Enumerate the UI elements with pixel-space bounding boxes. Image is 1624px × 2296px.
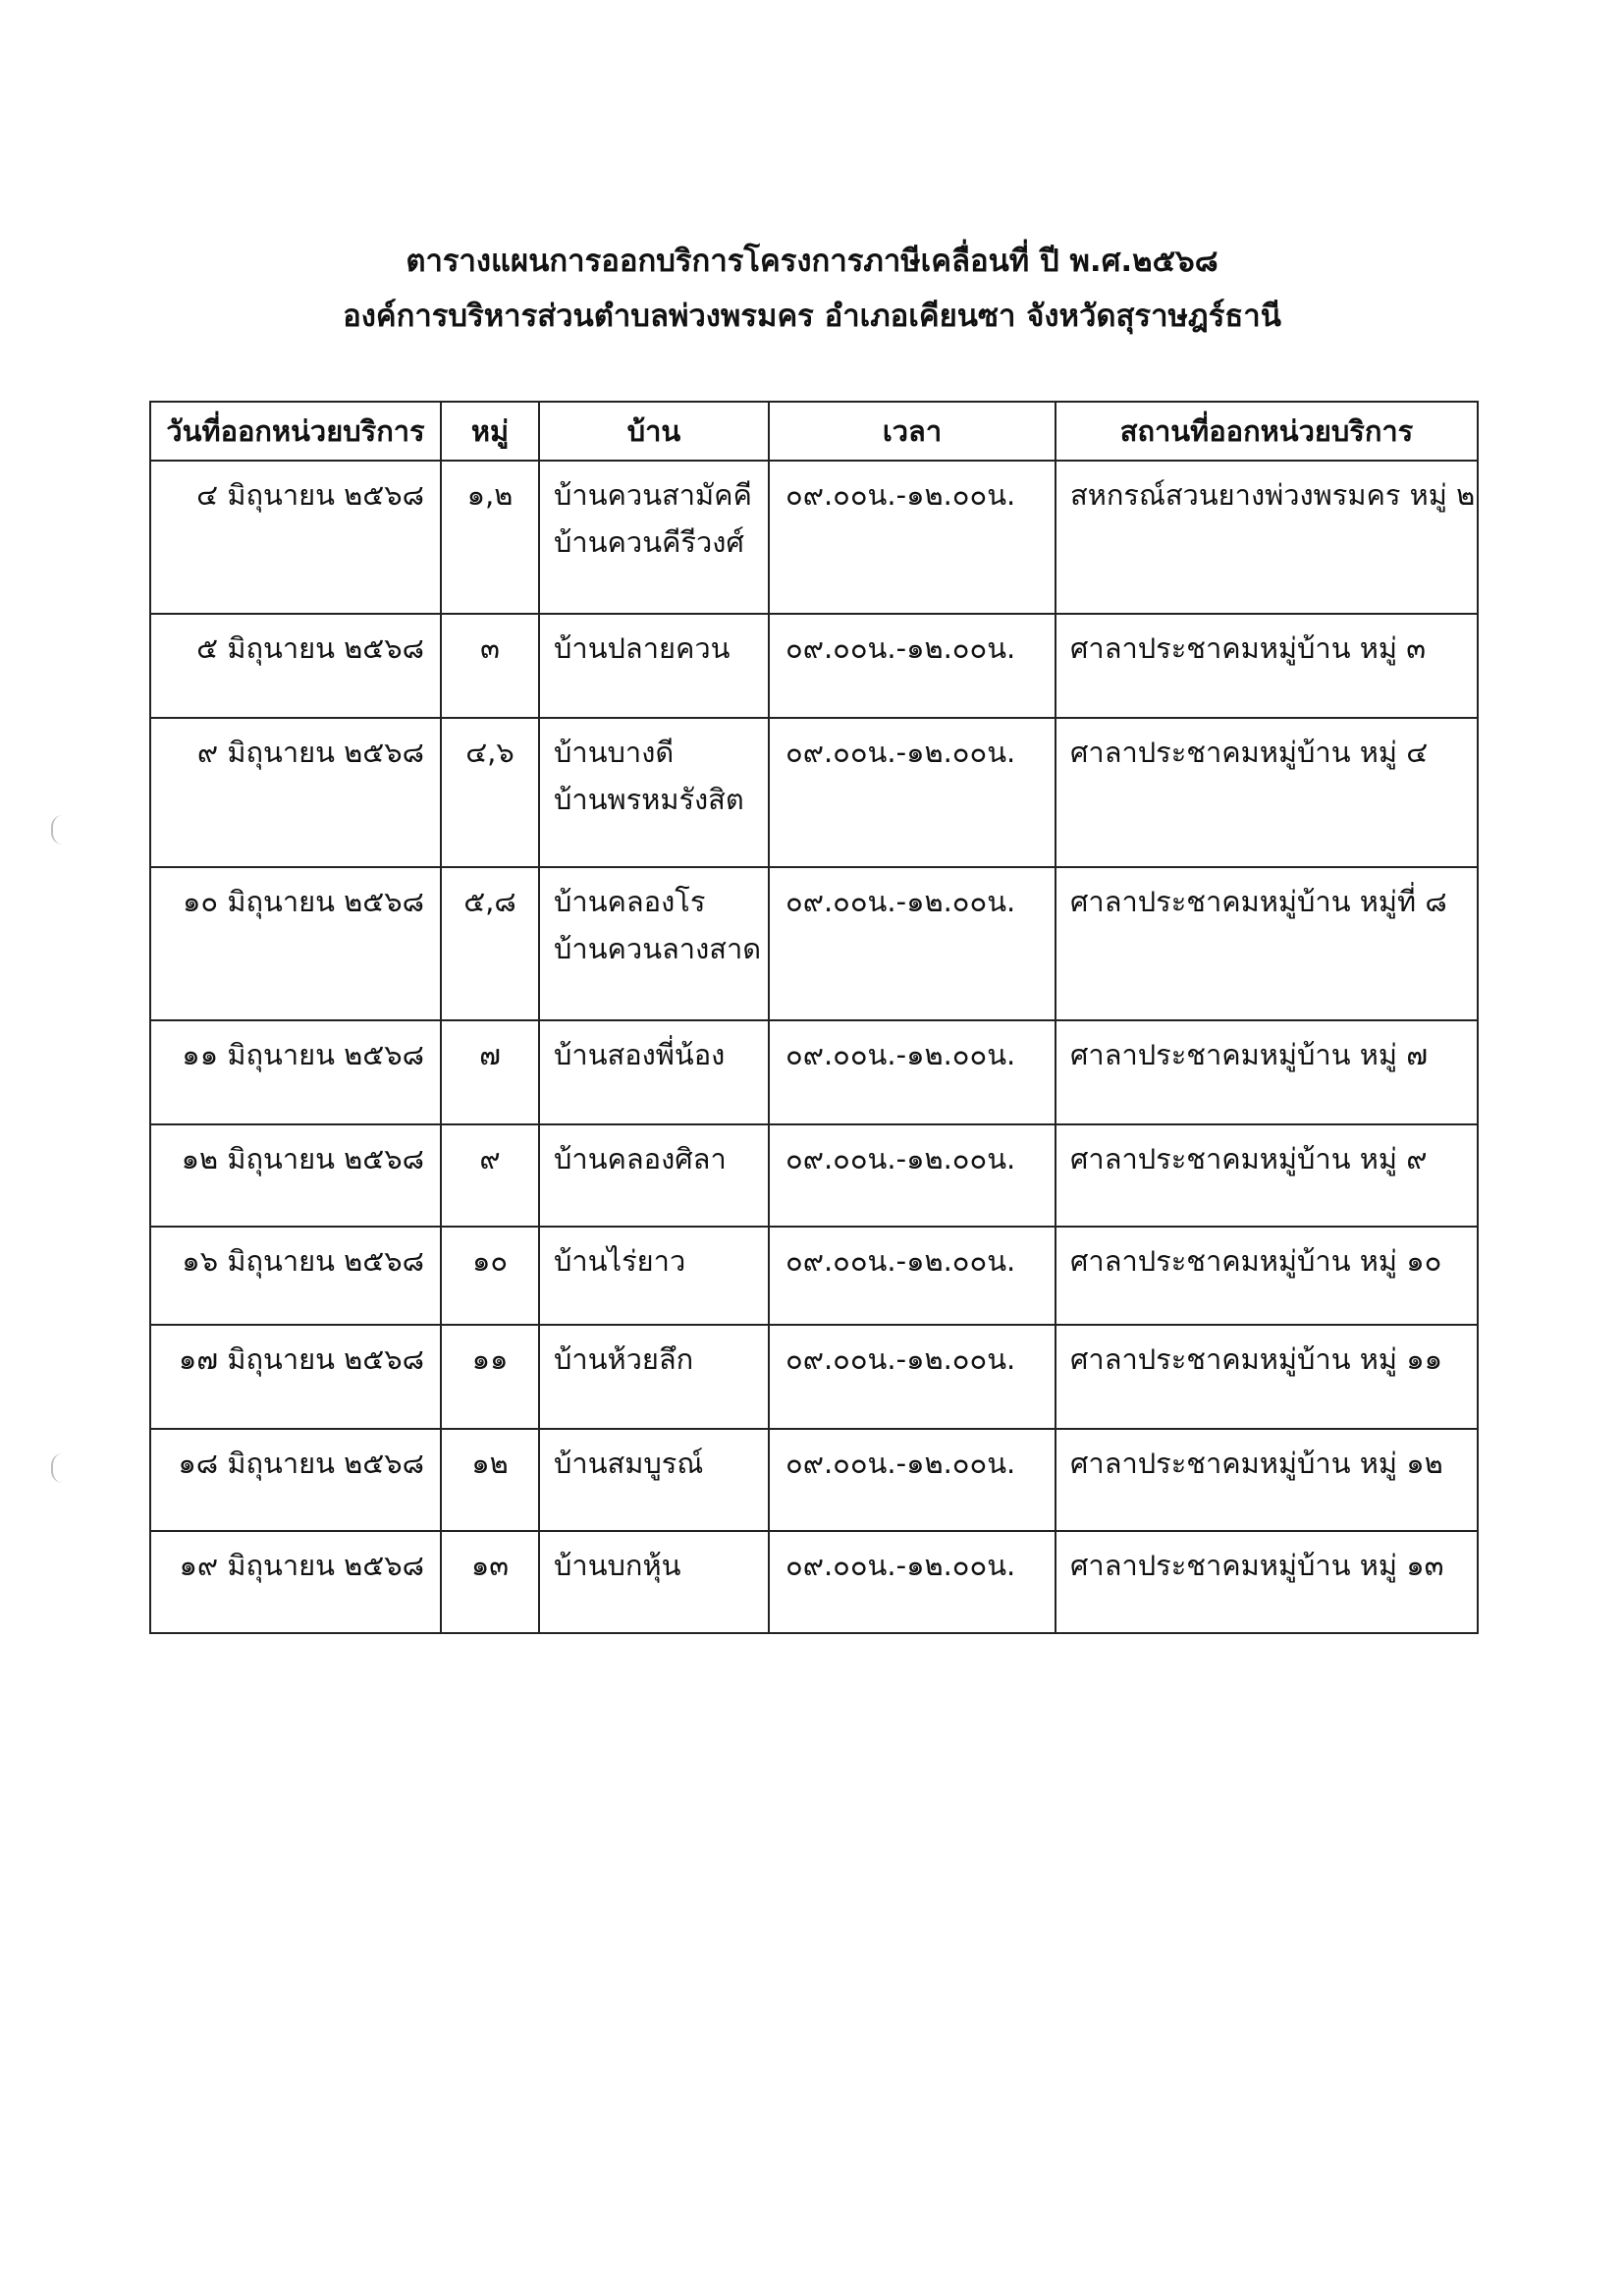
cell-village	[539, 614, 769, 718]
table-row	[150, 614, 1478, 718]
cell-village	[539, 1124, 769, 1227]
cell-moo: ๔,๖	[441, 718, 539, 867]
village-name: บ้านคลองศิลา	[554, 1142, 727, 1175]
table-row	[150, 718, 1478, 867]
header-place: สถานที่ออกหน่วยบริการ	[1056, 402, 1478, 461]
table-row	[150, 461, 1478, 614]
cell-place: ศาลาประชาคมหมู่บ้าน หมู่ ๔	[1056, 718, 1478, 867]
table-row	[150, 1020, 1478, 1124]
village-name: บ้านบางดี	[554, 736, 675, 769]
header-time: เวลา	[769, 402, 1056, 461]
cell-date: ๑๒ มิถุนายน ๒๕๖๘	[150, 1124, 441, 1227]
table-row	[150, 1325, 1478, 1429]
village-name: บ้านไร่ยาว	[554, 1244, 686, 1278]
cell-village	[539, 718, 769, 867]
cell-time: ๐๙.๐๐น.-๑๒.๐๐น.	[769, 718, 1056, 867]
cell-date: ๑๗ มิถุนายน ๒๕๖๘	[150, 1325, 441, 1429]
cell-moo: ๗	[441, 1020, 539, 1124]
cell-village	[539, 867, 769, 1020]
cell-date: ๑๙ มิถุนายน ๒๕๖๘	[150, 1531, 441, 1633]
service-schedule-table	[149, 401, 1479, 1634]
village-name: บ้านสมบูรณ์	[554, 1447, 704, 1480]
village-name: บ้านคลองโร	[554, 885, 706, 918]
header-date: วันที่ออกหน่วยบริการ	[150, 402, 441, 461]
table-row	[150, 1531, 1478, 1633]
cell-date: ๑๑ มิถุนายน ๒๕๖๘	[150, 1020, 441, 1124]
title-line-2: องค์การบริหารส่วนตำบลพ่วงพรมคร อำเภอเคียนซา จังหวัดสุราษฎร์ธานี	[343, 299, 1281, 334]
cell-village	[539, 1227, 769, 1325]
title-line-1: ตารางแผนการออกบริการโครงการภาษีเคลื่อนที่ ปี พ.ศ.๒๕๖๘	[406, 244, 1218, 279]
cell-date: ๙ มิถุนายน ๒๕๖๘	[150, 718, 441, 867]
cell-place: ศาลาประชาคมหมู่บ้าน หมู่ ๑๓	[1056, 1531, 1478, 1633]
cell-village	[539, 1429, 769, 1531]
village-name: บ้านปลายควน	[554, 631, 731, 665]
scan-punch-mark	[51, 815, 63, 845]
cell-moo: ๓	[441, 614, 539, 718]
table-row	[150, 1227, 1478, 1325]
header-moo: หมู่	[441, 402, 539, 461]
header-village: บ้าน	[539, 402, 769, 461]
village-name: บ้านห้วยลึก	[554, 1342, 694, 1376]
cell-time: ๐๙.๐๐น.-๑๒.๐๐น.	[769, 461, 1056, 614]
cell-village	[539, 461, 769, 614]
document-title	[0, 234, 1624, 344]
cell-date: ๑๘ มิถุนายน ๒๕๖๘	[150, 1429, 441, 1531]
cell-moo: ๑๒	[441, 1429, 539, 1531]
table-row	[150, 1124, 1478, 1227]
cell-time: ๐๙.๐๐น.-๑๒.๐๐น.	[769, 1020, 1056, 1124]
cell-moo: ๑,๒	[441, 461, 539, 614]
cell-time: ๐๙.๐๐น.-๑๒.๐๐น.	[769, 1429, 1056, 1531]
cell-place: ศาลาประชาคมหมู่บ้าน หมู่ ๑๑	[1056, 1325, 1478, 1429]
village-name: บ้านควนคีรีวงศ์	[554, 525, 744, 559]
cell-time: ๐๙.๐๐น.-๑๒.๐๐น.	[769, 1325, 1056, 1429]
cell-place: สหกรณ์สวนยางพ่วงพรมคร หมู่ ๒	[1056, 461, 1478, 614]
cell-place: ศาลาประชาคมหมู่บ้าน หมู่ ๙	[1056, 1124, 1478, 1227]
village-name: บ้านพรหมรังสิต	[554, 783, 744, 816]
cell-time: ๐๙.๐๐น.-๑๒.๐๐น.	[769, 1227, 1056, 1325]
cell-time: ๐๙.๐๐น.-๑๒.๐๐น.	[769, 614, 1056, 718]
cell-village	[539, 1020, 769, 1124]
scan-punch-mark	[51, 1453, 63, 1483]
table-row	[150, 1429, 1478, 1531]
cell-place: ศาลาประชาคมหมู่บ้าน หมู่ ๑๒	[1056, 1429, 1478, 1531]
village-name: บ้านควนลางสาด	[554, 932, 762, 965]
cell-moo: ๑๑	[441, 1325, 539, 1429]
cell-place: ศาลาประชาคมหมู่บ้าน หมู่ ๓	[1056, 614, 1478, 718]
cell-place: ศาลาประชาคมหมู่บ้าน หมู่ ๑๐	[1056, 1227, 1478, 1325]
cell-place: ศาลาประชาคมหมู่บ้าน หมู่ที่ ๘	[1056, 867, 1478, 1020]
village-name: บ้านบกหุ้น	[554, 1549, 681, 1582]
cell-moo: ๑๐	[441, 1227, 539, 1325]
cell-place: ศาลาประชาคมหมู่บ้าน หมู่ ๗	[1056, 1020, 1478, 1124]
cell-date: ๑๐ มิถุนายน ๒๕๖๘	[150, 867, 441, 1020]
cell-moo: ๙	[441, 1124, 539, 1227]
cell-time: ๐๙.๐๐น.-๑๒.๐๐น.	[769, 1531, 1056, 1633]
village-name: บ้านควนสามัคคี	[554, 478, 752, 512]
cell-moo: ๕,๘	[441, 867, 539, 1020]
cell-date: ๕ มิถุนายน ๒๕๖๘	[150, 614, 441, 718]
cell-date: ๑๖ มิถุนายน ๒๕๖๘	[150, 1227, 441, 1325]
cell-time: ๐๙.๐๐น.-๑๒.๐๐น.	[769, 867, 1056, 1020]
table-row	[150, 867, 1478, 1020]
table-header-row	[150, 402, 1478, 461]
cell-time: ๐๙.๐๐น.-๑๒.๐๐น.	[769, 1124, 1056, 1227]
cell-date: ๔ มิถุนายน ๒๕๖๘	[150, 461, 441, 614]
cell-village	[539, 1325, 769, 1429]
village-name: บ้านสองพี่น้อง	[554, 1038, 726, 1071]
cell-village	[539, 1531, 769, 1633]
cell-moo: ๑๓	[441, 1531, 539, 1633]
